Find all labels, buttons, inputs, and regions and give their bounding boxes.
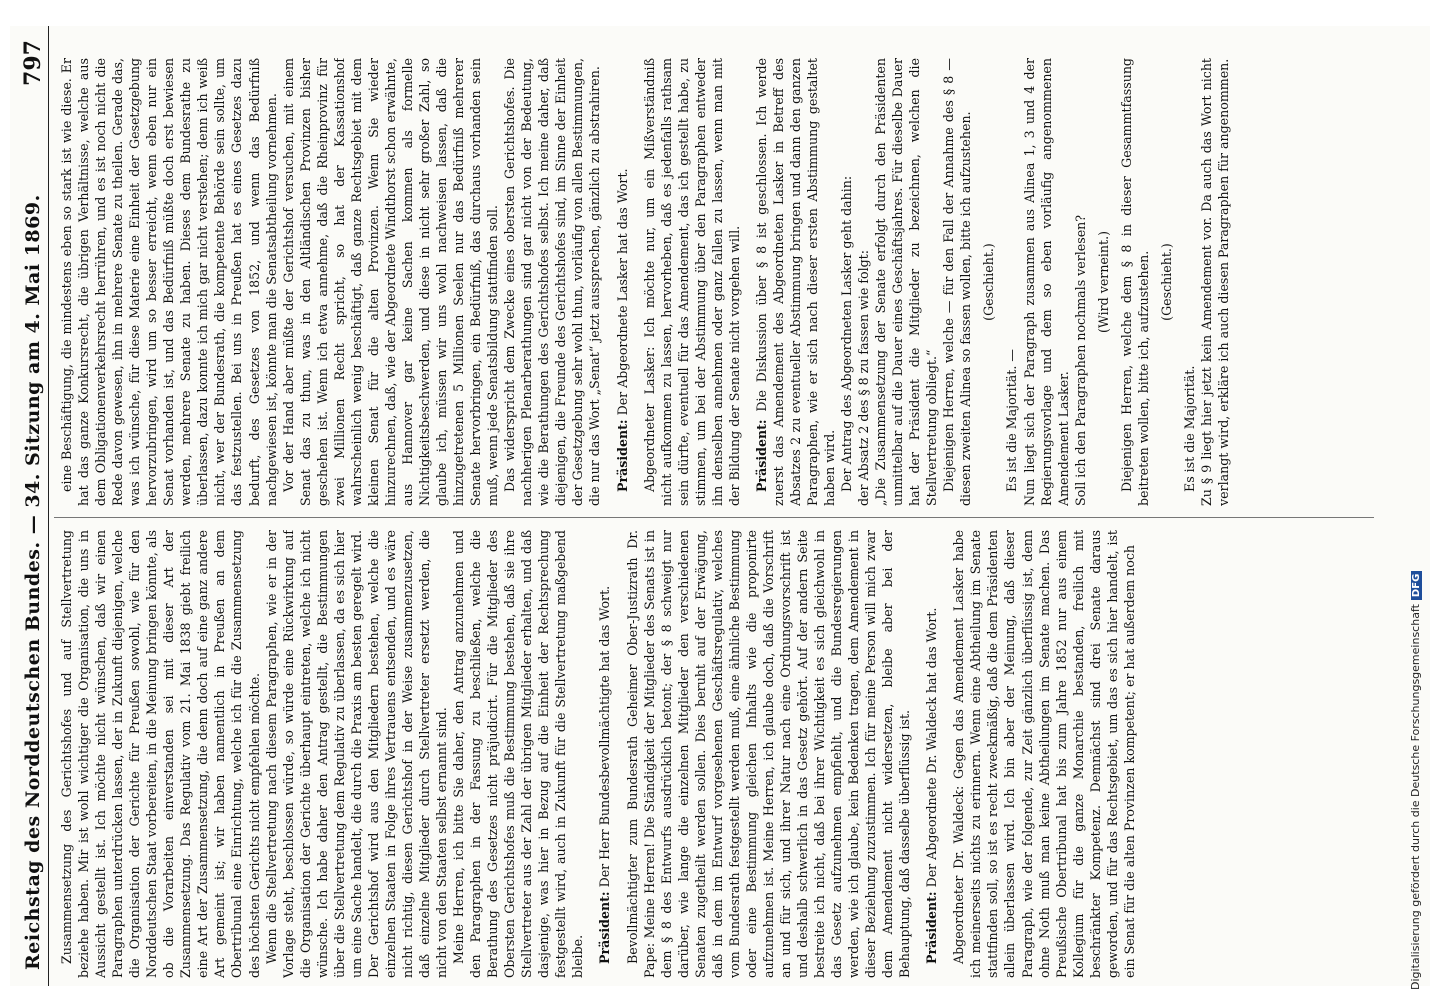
dfg-logo: DFG xyxy=(1411,571,1422,600)
speaker-label: Präsident: xyxy=(924,891,940,964)
stage-direction xyxy=(1158,58,1175,506)
running-title: Reichstag des Norddeutschen Bundes. — 34. Sitzung am 4. Mai 1869. xyxy=(22,194,44,970)
body-paragraph xyxy=(838,58,940,506)
paragraph-text: Diejenigen Herren, welche — für den Fall der Annahme des § 8 — diesen zweiten Alinea so fassen wollen, bitte ich aufzustehen. xyxy=(941,58,974,506)
rotated-scanned-page xyxy=(10,26,1430,986)
body-paragraph xyxy=(1003,58,1088,506)
speaker-label: Präsident: xyxy=(753,419,769,492)
digitization-note: Digitalisierung gefördert durch die Deutsche Forschungsgemeinschaft xyxy=(1409,604,1422,990)
body-paragraph xyxy=(624,530,914,978)
paragraph-gap xyxy=(614,530,624,978)
paragraph-text: Der Antrag des Abgeordneten Lasker geht dahin: der Absatz 2 des § 8 zu fassen wie folgt: „Die Zusammensetzung der Senate erfolgt durch den Präsidenten unmittelbar auf die Dauer eines Geschäftsjahres. Für dieselbe Dauer hat der Präsident die Mitglieder zu bezeichnen, welchen die Stellvertretung obliegt.“ xyxy=(839,58,940,506)
body-paragraph xyxy=(641,58,743,506)
paragraph-text: eine Beschäftigung, die mindestens eben so stark ist wie diese. Er hat das ganze Konkursrecht, die übrigen Verhältnisse, welche aus dem Obligationenverkehrsrecht herrühren, und es ist noch nicht die Rede davon gewesen, ihn in mehrere Senate zu theilen. Gerade das, was ich wünsche, für diese Materie eine Einheit der Gesetzgebung hervorzubringen, wird um so besser erreicht, wenn eben nur ein Senat vorhanden ist, und das Bedürfniß müßte doch erst bewiesen werden, mehrere Senate zu haben. Dieses dem Bundesrathe zu überlassen, dazu konnte ich mich gar nicht verstehen; denn ich weiß nicht, wer der Bundesrath, die kompetente Behörde sein sollte, um das festzustellen. Bei uns in Preußen hat es eines Gesetzes dazu bedurft, des Gesetzes von 1852, und wenn das Bedürfniß nachgewiesen ist, könnte man die Senatsabtheilung vornehmen. xyxy=(59,58,279,506)
body-paragraph xyxy=(58,58,280,506)
speaker-paragraph xyxy=(614,58,631,506)
stage-direction-text: (Geschieht.) xyxy=(1158,243,1174,321)
body-paragraph xyxy=(950,530,1138,978)
left-text-column xyxy=(58,530,1368,978)
column-divider xyxy=(54,517,1374,518)
paragraph-text: Abgeordneter Lasker: Ich möchte nur, um ein Mißverständniß nicht aufkommen zu lassen, hervorheben, daß es jedenfalls rathsam sein dürfte, eventuell für das Amendement, das ich gestellt habe, zu stimmen, um bei der Abstimmung über den Paragraphen entweder ihn denselben annehmen oder ganz fallen zu lassen, wenn man mit der Bildung der Senate nicht vorgehen will. xyxy=(641,58,742,506)
paragraph-gap xyxy=(913,530,923,978)
paragraph-gap xyxy=(586,530,596,978)
paragraph-text: Zusammensetzung des Gerichtshofes und auf Stellvertretung beziehe haben. Mir ist wohl wichtiger die Organisation, die uns in Aussicht gestellt ist. Ich möchte nicht wünschen, daß wir einen Paragraphen unterdrücken lassen, der in Zukunft diejenigen, welche die Organisation der Gerichte für Preußen sowohl, wie für den Norddeutschen Staat vorbereiten, in die Meinung bringen könnte, als ob die Vorarbeiten einverstanden sei mit dieser Art der Zusammensetzung. Das Regulativ vom 21. Mai 1838 giebt freilich eine Art der Zusammensetzung, die denn doch auf eine ganz andere Art gemeint ist; wir haben namentlich in Preußen an dem Obertribunal eine Einrichtung, welche ich für die Zusammensetzung des höchsten Gerichts nicht empfehlen möchte. xyxy=(59,530,262,978)
paragraph-text: Wenn die Stellvertretung nach diesem Paragraphen, wie er in der Vorlage steht, beschlossen würde, so würde eine Rückwirkung auf die Organisation der Gerichte überhaupt eintreten, welche ich nicht wünsche. Ich habe daher den Antrag gestellt, die Bestimmungen über die Stellvertretung dem Regulativ zu überlassen, da es sich hier um eine Sache handelt, die durch die Praxis am besten geregelt wird. Der Gerichtshof wird aus den Mitgliedern bestehen, welche die einzelnen Staaten in Folge ihres Vertrauens entsenden, und es wäre nicht richtig, diesen Gerichtshof in der Weise zusammenzusetzen, daß einzelne Mitglieder durch Stellvertreter ersetzt werden, die nicht von den Staaten selbst ernannt sind. xyxy=(263,530,450,978)
speaker-text: Der Herr Bundesbevollmächtigte hat das Wort. xyxy=(597,585,613,888)
speaker-text: Der Abgeordnete Dr. Waldeck hat das Wort. xyxy=(924,607,940,888)
speaker-text: Der Abgeordnete Lasker hat das Wort. xyxy=(614,168,630,416)
paragraph-gap xyxy=(743,58,753,506)
paragraph-text: Meine Herren, ich bitte Sie daher, den Antrag anzunehmen und den Paragraphen in der Fassung zu beschließen, welche die Berathung des Gesetzes nicht präjudicirt. Für die Mitglieder des Obersten Gerichtshofes muß die Bestimmung bestehen, daß sie ihre Stellvertreter aus der Zahl der übrigen Mitglieder erhalten, und daß dasjenige, was hier in Bezug auf die Einheit der Rechtsprechung festgestellt wird, auch in Zukunft für die Stellvertretung maßgebend bleibe. xyxy=(451,530,586,978)
body-paragraph xyxy=(450,530,586,978)
speaker-paragraph xyxy=(753,58,838,506)
speaker-label: Präsident: xyxy=(597,891,613,964)
speaker-paragraph xyxy=(923,530,940,978)
body-paragraph xyxy=(501,58,603,506)
body-paragraph xyxy=(280,58,502,506)
paragraph-text: Es ist die Majorität. — Nun liegt sich der Paragraph zusammen aus Alinea 1, 3 und 4 der Regierungsvorlage und dem so eben vorläufig angenommenen Amendement Lasker. Soll ich den Paragraphen nochmals verlesen? xyxy=(1004,58,1088,506)
paragraph-text: Es ist die Majorität. Zu § 9 liegt hier jetzt kein Amendement vor. Da auch das Wort nicht verlangt wird, erkläre ich auch diesen Paragraphen für angenommen. xyxy=(1181,58,1231,506)
body-paragraph xyxy=(58,530,263,978)
paragraph-gap xyxy=(604,58,614,506)
speaker-paragraph xyxy=(596,530,613,978)
body-paragraph xyxy=(263,530,451,978)
stage-direction-text: (Wird verneint.) xyxy=(1095,230,1111,334)
body-paragraph xyxy=(940,58,974,506)
paragraph-text: Diejenigen Herren, welche dem § 8 in dieser Gesammtfassung beitreten wollen, bitte ich, aufzustehen. xyxy=(1118,58,1151,506)
stage-direction xyxy=(1095,58,1112,506)
speaker-text: Die Diskussion über § 8 ist geschlossen. Ich werde zuerst das Amendement des Abgeordneten Lasker in Betreff des Absatzes 2 zu eventueller Abstimmung bringen und dann den ganzen Paragraphen, wie er sich nach dieser ersten Abstimmung gestaltet haben wird. xyxy=(753,58,838,506)
speaker-label: Präsident: xyxy=(614,419,630,492)
page-number: 797 xyxy=(20,40,46,86)
stage-direction-text: (Geschieht.) xyxy=(981,243,997,321)
digitization-notice xyxy=(1409,20,1427,990)
right-text-column xyxy=(58,58,1368,506)
paragraph-text: Bevollmächtigter zum Bundesrath Geheimer Ober-Justizrath Dr. Pape: Meine Herren! Die Ständigkeit der Mitglieder des Senats ist in dem § 8 des Entwurfs ausdrücklich betont; der § 8 schweigt nur darüber, wie lange die einzelnen Mitglieder den verschiedenen Senaten zugetheilt werden sollen. Dies beruht auf der Erwägung, daß in dem im Entwurf vorgesehenen Geschäftsregulativ, welches vom Bundesrath festgestellt werden muß, eine ähnliche Bestimmung oder eine Bestimmung gleichen Inhalts wie die proponirte aufzunehmen ist. Meine Herren, ich glaube doch, daß die Vorschrift an und für sich, und ihrer Natur nach eine Ordnungsvorschrift ist und deshalb schwerlich in das Gesetz gehört. Auf der andern Seite bestreite ich nicht, daß bei ihrer Wichtigkeit es sich gleichwohl in das Gesetz aufzunehmen empfiehlt, und die Bundesregierungen werden, wie ich glaube, kein Bedenken tragen, dem Amendement in dieser Beziehung zuzustimmen. Ich für meine Person will mich zwar dem Amendement nicht widersetzen, bleibe aber bei der Behauptung, daß dasselbe überflüssig ist. xyxy=(624,530,913,978)
paragraph-text: Vor der Hand aber müßte der Gerichtshof versuchen, mit einem Senat das zu thun, was in den Altländischen Provinzen bisher geschehen ist. Wenn ich etwa annehme, daß die Rheinprovinz für zwei Millionen Recht spricht, so hat der Kassationshof wahrscheinlich wenig beschäftigt, daß ganze Rechtsgebiet mit dem kleinen Senat für die alten Provinzen. Wenn Sie wieder hinzurechnen, daß, wie der Abgeordnete Windthorst schon erwähnte, aus Hannover gar keine Sachen kommen als formelle Nichtigkeitsbeschwerden, und diese in nicht sehr großer Zahl, so glaube ich, müssen wir uns wohl nachweisen lassen, daß die hinzugetretenen 5 Millionen Seelen nur das Bedürfniß mehrerer Senate hervorbringen, ein Bedürfniß, das durchaus vorhanden sein muß, wenn jede Senatsbildung stattfinden soll. xyxy=(280,58,501,506)
paragraph-text: Das widerspricht dem Zwecke eines obersten Gerichtshofes. Die nachherigen Plenarberathungen sind gar nicht von der Bedeutung, wie die Berathungen des Gerichtshofes selbst. Ich meine daher, daß diejenigen, die Freunde des Gerichtshofes sind, im Sinne der Einheit der Gesetzgebung sehr wohl thun, vorläufig von allen Bestimmungen, die nur das Wort „Senat“ jetzt aussprechen, gänzlich zu abstrahiren. xyxy=(502,58,603,506)
body-paragraph xyxy=(1181,58,1232,506)
page-header xyxy=(18,26,49,986)
stage-direction xyxy=(980,58,997,506)
paragraph-gap xyxy=(631,58,641,506)
paragraph-gap xyxy=(940,530,950,978)
body-paragraph xyxy=(1118,58,1152,506)
paragraph-text: Abgeordneter Dr. Waldeck: Gegen das Amendement Lasker habe ich meinerseits nichts zu erinnern. Wenn eine Abtheilung im Senate stattfinden soll, so ist es recht zweckmäßig, daß die dem Präsidenten allein überlassen wird. Ich bin aber der Meinung, daß dieser Paragraph, wie der folgende, zur Zeit gänzlich überflüssig ist, denn ohne Noth muß man keine Abtheilungen im Senate machen. Das Preußische Obertribunal hat bis zum Jahre 1852 nur aus einem Kollegium für die ganze Monarchie bestanden, freilich mit beschränkter Kompetenz. Demnächst sind drei Senate daraus geworden, und für das Rechtsgebiet, um das es sich hier handelt, ist ein Senat für die alten Provinzen kompetent; er hat außerdem noch xyxy=(951,530,1137,978)
